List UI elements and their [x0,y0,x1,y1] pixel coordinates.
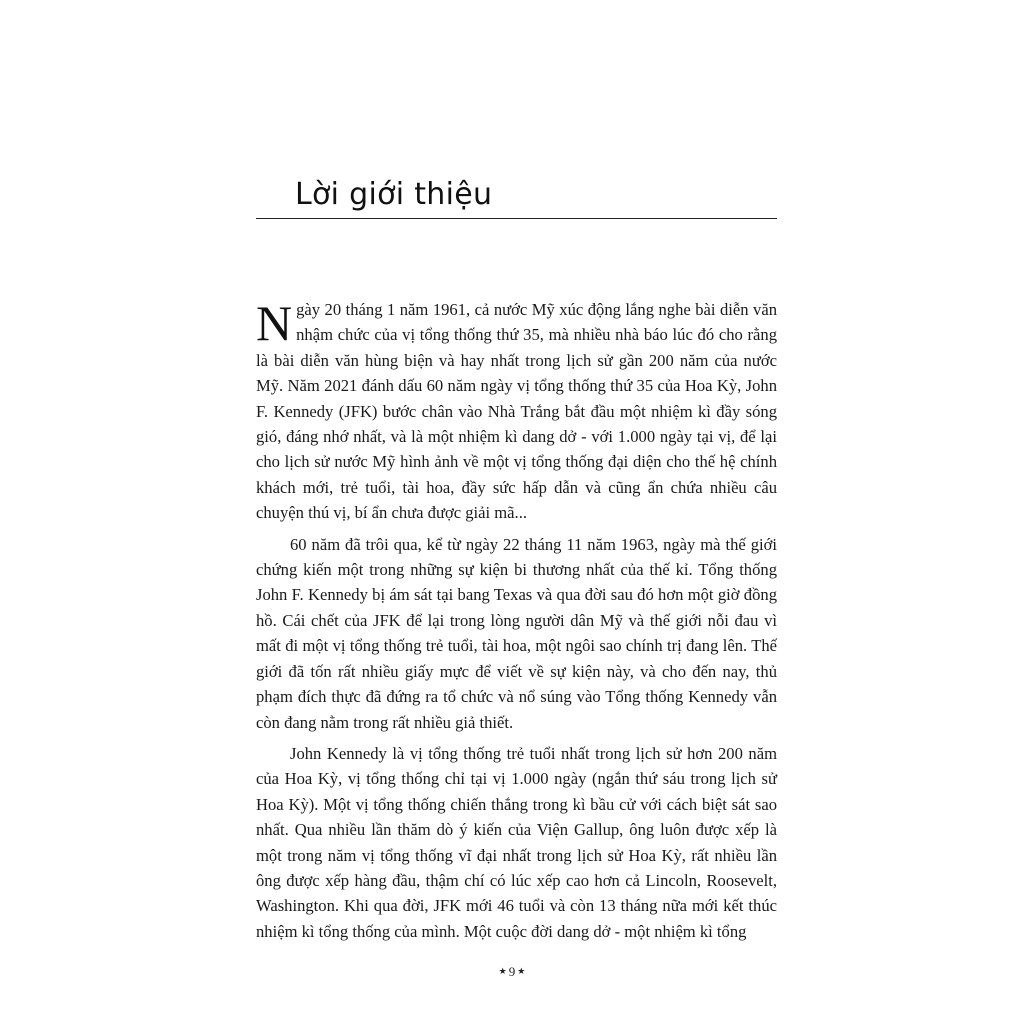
body-text [256,297,777,950]
chapter-title: Lời giới thiệu [295,177,493,212]
drop-cap: N [256,295,293,351]
page-number: 9 [508,964,516,979]
star-right-icon: ★ [517,966,526,976]
paragraph-3: John Kennedy là vị tổng thống trẻ tuổi nhất trong lịch sử hơn 200 năm của Hoa Kỳ, vị tổng thống chỉ tại vị 1.000 ngày (ngắn thứ sáu trong lịch sử Hoa Kỳ). Một vị tổng thống chiến thắng trong kì bầu cử với cách biệt sát sao nhất. Qua nhiều lần thăm dò ý kiến của Viện Gallup, ông luôn được xếp là một trong năm vị tổng thống vĩ đại nhất trong lịch sử Hoa Kỳ, rất nhiều lần ông được xếp hàng đầu, thậm chí có lúc xếp cao hơn cả Lincoln, Roosevelt, Washington. Khi qua đời, JFK mới 46 tuổi và còn 13 tháng nữa mới kết thúc nhiệm kì tổng thống của mình. Một cuộc đời dang dở - một nhiệm kì tổng [256,743,777,941]
paragraph-1-text: gày 20 tháng 1 năm 1961, cả nước Mỹ xúc động lắng nghe bài diễn văn nhậm chức của vị tổng thống thứ 35, mà nhiều nhà báo lúc đó cho rằng là bài diễn văn hùng biện và hay nhất trong lịch sử gần 200 năm của nước Mỹ. Năm 2021 đánh dấu 60 năm ngày vị tổng thống thứ 35 của Hoa Kỳ, John F. Kennedy (JFK) bước chân vào Nhà Trắng bắt đầu một nhiệm kì đầy sóng gió, đáng nhớ nhất, và là một nhiệm kì dang dở - với 1.000 ngày tại vị, để lại cho lịch sử nước Mỹ hình ảnh về một vị tổng thống đại diện cho thế hệ chính khách mới, trẻ tuổi, tài hoa, đầy sức hấp dẫn và cũng ẩn chứa nhiều câu chuyện thú vị, bí ẩn chưa được giải mã... [256,300,777,523]
paragraph-2: 60 năm đã trôi qua, kể từ ngày 22 tháng 11 năm 1963, ngày mà thế giới chứng kiến một trong những sự kiện bi thương nhất của thế kỉ. Tổng thống John F. Kennedy bị ám sát tại bang Texas và qua đời sau đó hơn một giờ đồng hồ. Cái chết của JFK để lại trong lòng người dân Mỹ và thế giới nỗi đau vì mất đi một vị tổng thống trẻ tuổi, tài hoa, một ngôi sao chính trị đang lên. Thế giới đã tốn rất nhiều giấy mực để viết về sự kiện này, và cho đến nay, thủ phạm đích thực đã đứng ra tổ chức và nổ súng vào Tổng thống Kennedy vẫn còn đang nằm trong rất nhiều giả thiết. [256,534,777,732]
chapter-heading-block [256,176,777,219]
paragraph-1 [256,297,777,526]
star-left-icon: ★ [498,966,507,976]
page-footer [0,964,1024,980]
